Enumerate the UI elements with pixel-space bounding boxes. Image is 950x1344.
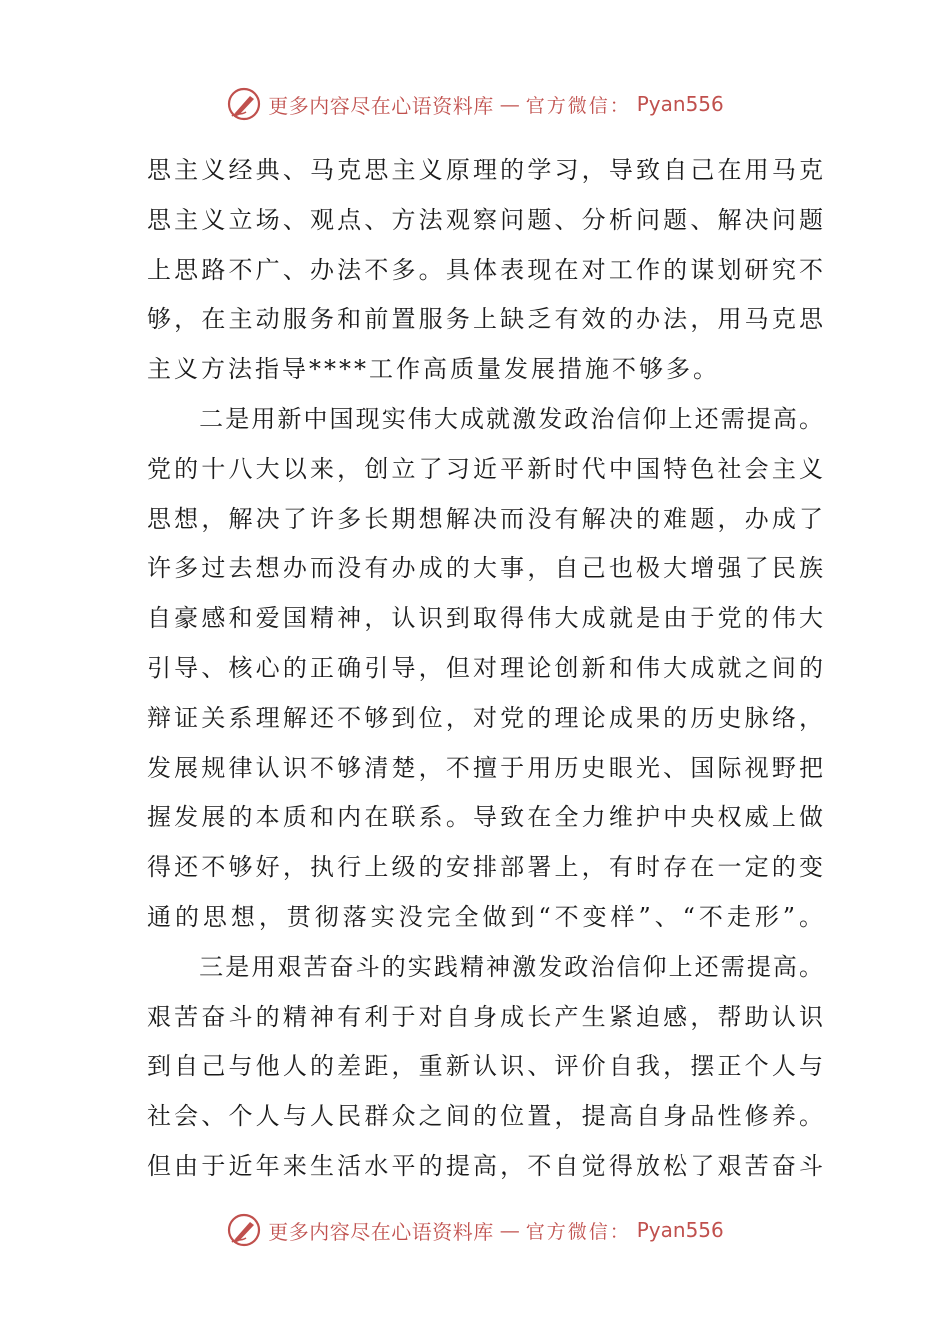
text-line-4: 够，在主动服务和前置服务上缺乏有效的办法，用马克思 [147,305,823,334]
pen-logo-icon [226,86,262,122]
watermark-separator: — [499,92,520,116]
text-line-16: 通的思想，贯彻落实没完全做到“不变样”、“不走形”。 [147,902,823,931]
text-line-15: 得还不够好，执行上级的安排部署上，有时存在一定的变 [147,853,823,882]
text-line-2: 思主义立场、观点、方法观察问题、分析问题、解决问题 [147,205,823,234]
pen-logo-icon [226,1212,262,1248]
text-line-20: 社会、个人与人民群众之间的位置，提高自身品性修养。 [147,1102,823,1131]
text-line-18: 艰苦奋斗的精神有利于对自身成长产生紧迫感，帮助认识 [147,1002,823,1031]
watermark-site-text: 更多内容尽在心语资料库 [268,93,494,118]
paragraph-2-first-line: 二是用新中国现实伟大成就激发政治信仰上还需提高。 [147,404,823,433]
text-line-8: 思想，解决了许多长期想解决而没有解决的难题，办成了 [147,504,823,533]
watermark-wechat-label: 官方微信： [525,1220,631,1243]
watermark-site-text: 更多内容尽在心语资料库 [268,1219,494,1244]
text-line-7: 党的十八大以来，创立了习近平新时代中国特色社会主义 [147,454,823,483]
watermark-wechat-id: Pyan556 [636,92,724,116]
text-line-5: 主义方法指导****工作高质量发展措施不够多。 [147,355,720,384]
header-watermark [0,82,950,126]
text-line-13: 发展规律认识不够清楚，不擅于用历史眼光、国际视野把 [147,753,823,782]
watermark-separator: — [499,1218,520,1242]
watermark-wechat-label: 官方微信： [525,94,631,117]
text-line-14: 握发展的本质和内在联系。导致在全力维护中央权威上做 [147,803,823,832]
text-line-11: 引导、核心的正确引导，但对理论创新和伟大成就之间的 [147,653,823,682]
text-line-12: 辩证关系理解还不够到位，对党的理论成果的历史脉络， [147,703,823,732]
footer-watermark [0,1208,950,1252]
text-line-3: 上思路不广、办法不多。具体表现在对工作的谋划研究不 [147,255,823,284]
text-line-10: 自豪感和爱国精神，认识到取得伟大成就是由于党的伟大 [147,604,823,633]
text-line-1: 思主义经典、马克思主义原理的学习，导致自己在用马克 [147,156,823,184]
watermark-wechat-id: Pyan556 [636,1218,724,1242]
paragraph-3-first-line: 三是用艰苦奋斗的实践精神激发政治信仰上还需提高。 [147,952,823,981]
text-line-19: 到自己与他人的差距，重新认识、评价自我，摆正个人与 [147,1052,823,1081]
document-body [147,146,823,1192]
text-line-9: 许多过去想办而没有办成的大事，自己也极大增强了民族 [147,554,823,583]
text-line-21: 但由于近年来生活水平的提高，不自觉得放松了艰苦奋斗 [147,1151,823,1180]
